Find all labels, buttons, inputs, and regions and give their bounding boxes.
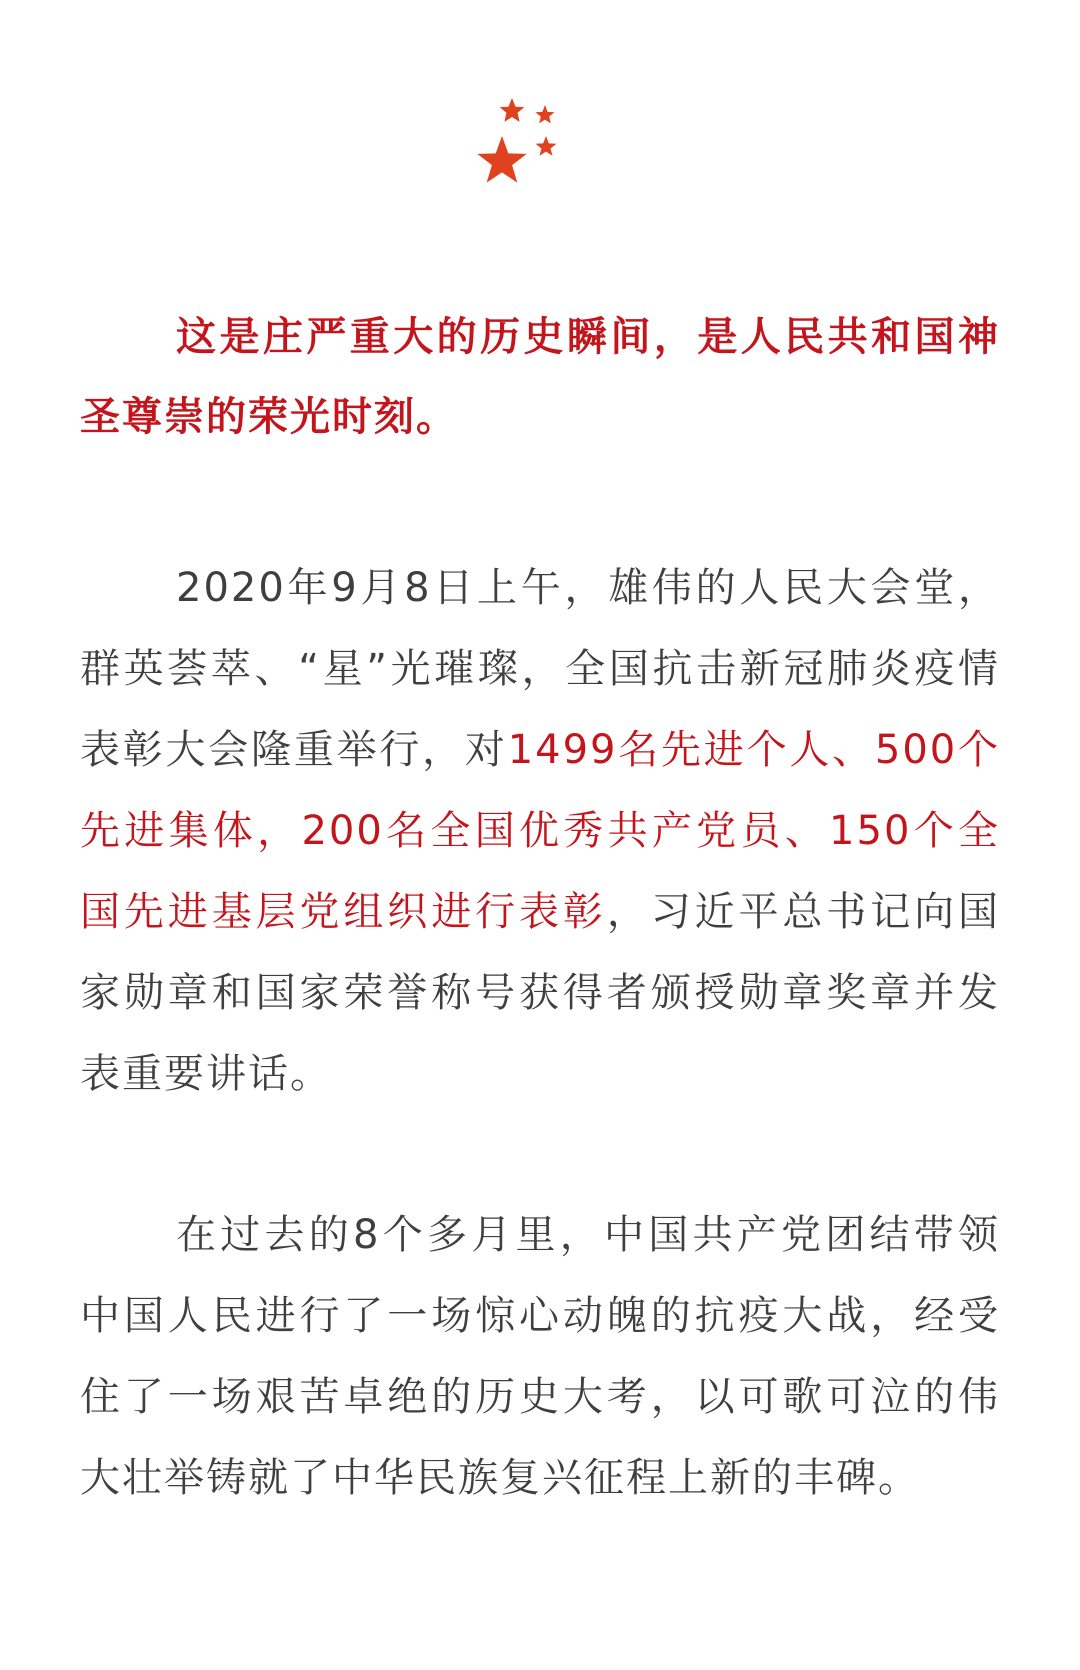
- small-star-icon: [500, 98, 525, 122]
- five-stars-icon: [470, 90, 600, 210]
- paragraph-1-text: 2020年9月8日上午，雄伟的人民大会堂，群英荟萃、“星”光璀璨，全国抗击新冠肺炎疫情表彰大会隆重举行，对: [80, 565, 1000, 773]
- paragraph-1: [80, 548, 1000, 1115]
- headline: 这是庄严重大的历史瞬间，是人民共和国神圣尊崇的荣光时刻。: [80, 314, 1000, 440]
- small-star-icon: [536, 105, 555, 123]
- large-star-icon: [477, 136, 526, 183]
- paragraph-1-text-end: ，习近平总书记向国家勋章和国家荣誉称号获得者颁授勋章奖章并发表重要讲话。: [80, 889, 1001, 1097]
- paragraph-1-highlight: 1499名先进个人、500个先进集体，200名全国优秀共产党员、150个全国先进基层党组织进行表彰: [80, 727, 1001, 935]
- paragraph-2: 在过去的8个多月里，中国共产党团结带领中国人民进行了一场惊心动魄的抗疫大战，经受住了一场艰苦卓绝的历史大考，以可歌可泣的伟大壮举铸就了中华民族复兴征程上新的丰碑。: [80, 1212, 1000, 1501]
- small-star-icon: [536, 136, 557, 156]
